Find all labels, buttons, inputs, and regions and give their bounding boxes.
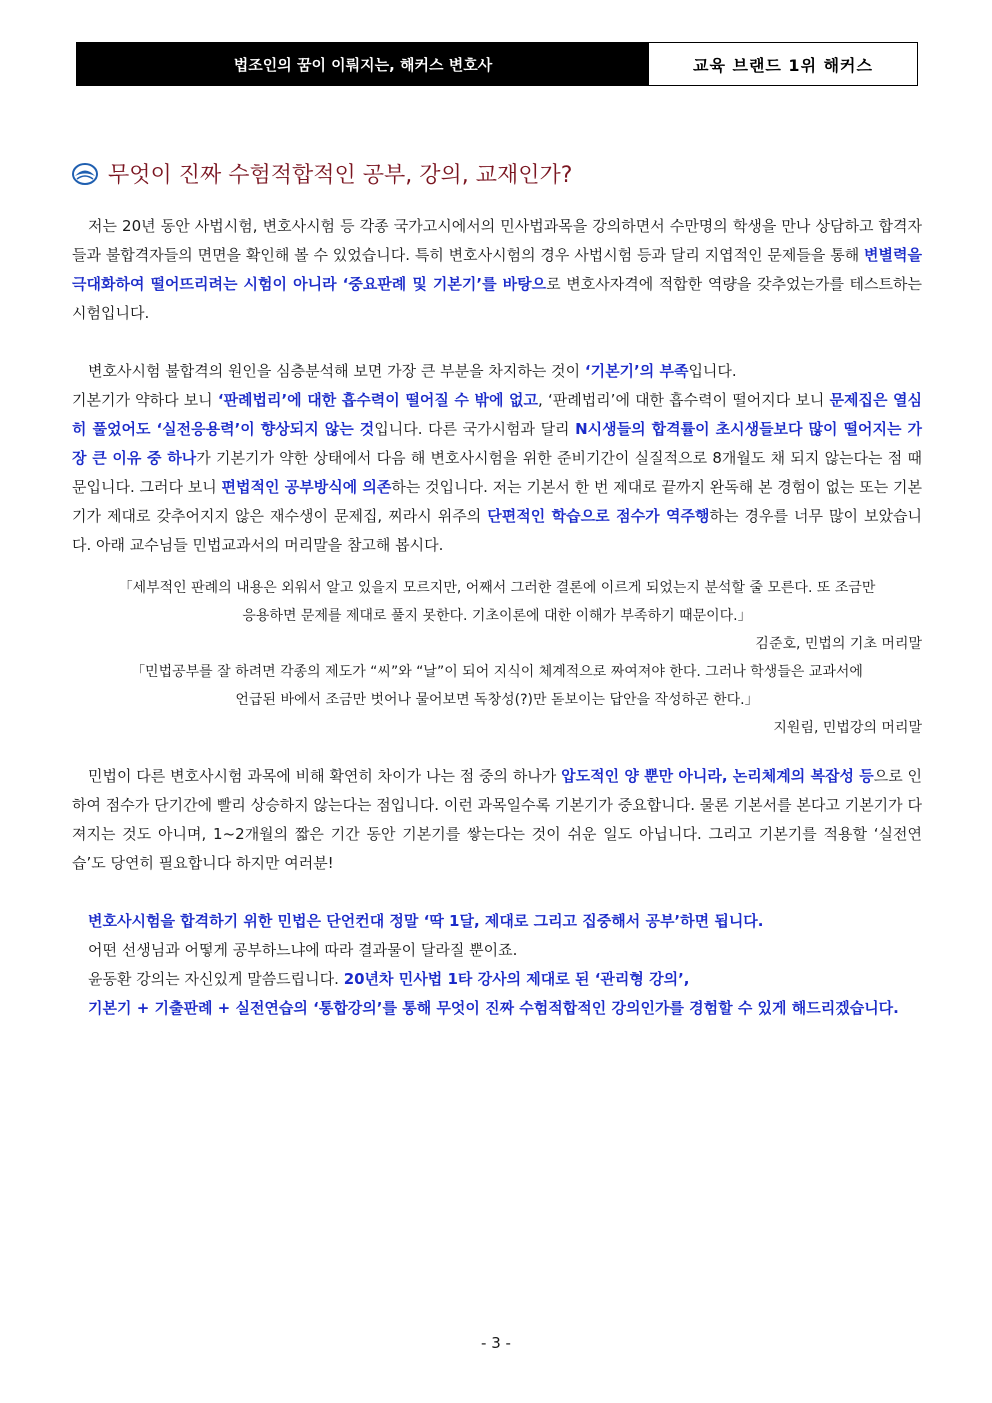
quote-2-source: 지원림, 민법강의 머리말 <box>773 720 922 736</box>
title-text: 무엇이 진짜 수험적합적인 공부, 강의, 교재인가? <box>108 163 573 188</box>
disc-bullet-icon <box>72 163 98 185</box>
highlight-span: 20년차 민사법 1타 강사의 제대로 된 ‘관리형 강의’, <box>343 970 690 988</box>
quote-1-line-2: 응용하면 문제를 제대로 풀지 못한다. 기초이론에 대한 이해가 부족하기 때문이다.」 <box>242 608 752 624</box>
paragraph-2 <box>72 357 922 386</box>
quote-1-source: 김준호, 민법의 기초 머리말 <box>755 636 922 652</box>
header-slogan: 법조인의 꿈이 이뤄지는, 해커스 변호사 <box>77 43 649 85</box>
text-span: 윤동환 강의는 자신있게 말씀드립니다. <box>88 970 344 988</box>
highlight-span: ‘판례법리’에 대한 흡수력이 떨어질 수 밖에 없고 <box>217 391 539 409</box>
text-span: 입니다. <box>688 362 737 380</box>
highlight-span: 단편적인 학습으로 점수가 역주행 <box>487 507 710 525</box>
paragraph-5-line-3 <box>72 965 922 994</box>
quote-2-line-1: 「민법공부를 잘 하려면 각종의 제도가 “씨”와 “날”이 되어 지식이 체계적으로 짜여져야 한다. 그러나 학생들은 교과서에 <box>131 664 863 680</box>
paragraph-5-line-2: 어떤 선생님과 어떻게 공부하느냐에 따라 결과물이 달라질 뿐이죠. <box>88 941 518 959</box>
paragraph-3 <box>72 386 922 560</box>
text-span: 하는 경우를 너무 많이 보았습니다. 아래 교수님들 민법교과서의 머리말을 참고해 봅시다. <box>72 507 922 554</box>
text-span: 로 변호사자격에 적합한 역량을 갖추었는가를 테스트하는 시험입니다. <box>72 275 923 322</box>
highlight-span: 편법적인 공부방식에 의존 <box>221 478 392 496</box>
quote-1-line-1: 「세부적인 판례의 내용은 외워서 알고 있을지 모르지만, 어째서 그러한 결론에 이르게 되었는지 분석할 줄 모른다. 또 조금만 <box>118 580 876 596</box>
highlight-span: 변별력을 극대화하여 떨어뜨리려는 시험이 아니라 ‘중요판례 및 기본기’를 바탕으 <box>72 246 922 293</box>
text-span: , ‘판례법리’에 대한 흡수력이 떨어지다 보니 <box>538 391 830 409</box>
text-span: 민법이 다른 변호사시험 과목에 비해 확연히 차이가 나는 점 중의 하나가 <box>88 767 562 785</box>
highlight-span: ‘기본기’의 부족 <box>584 362 689 380</box>
paragraph-5-line-1: 변호사시험을 합격하기 위한 민법은 단언컨대 정말 ‘딱 1달, 제대로 그리고 집중해서 공부’하면 됩니다. <box>88 912 764 930</box>
text-span: 으로 인하여 점수가 단기간에 빨리 상승하지 않는다는 점입니다. 이런 과목일수록 기본기가 중요합니다. 물론 기본서를 본다고 기본기가 다져지는 것도 아니며, 1~2개월의 짧은 기간 동안 기본기를 쌓는다는 것이 쉬운 일도 아닙니다. 그리고 기본기를 적용할 ‘실전연습’도 당연히 필요합니다 하지만 여러분! <box>72 767 922 872</box>
text-span: 저는 20년 동안 사법시험, 변호사시험 등 각종 국가고시에서의 민사법과목을 강의하면서 수만명의 학생을 만나 상담하고 합격자들과 불합격자들의 면면을 확인해 볼 수 있었습니다. 특히 변호사시험의 경우 사법시험 등과 달리 지엽적인 문제들을 통해 <box>72 217 922 264</box>
page-header <box>76 42 918 86</box>
text-span: 하는 것입니다. 저는 기본서 한 번 제대로 끝까지 완독해 본 경험이 없는 또는 기본기가 제대로 갖추어지지 않은 재수생이 문제집, 찌라시 위주의 <box>72 478 923 525</box>
text-span: 변호사시험 불합격의 원인을 심층분석해 보면 가장 큰 부분을 차지하는 것이 <box>88 362 585 380</box>
quote-2-line-2: 언급된 바에서 조금만 벗어나 물어보면 독창성(?)만 돋보이는 답안을 작성하곤 한다.」 <box>235 692 759 708</box>
page-number: - 3 - <box>481 1334 511 1352</box>
paragraph-1 <box>72 212 922 328</box>
paragraph-5-line-4: 기본기 + 기출판례 + 실전연습의 ‘통합강의’를 통해 무엇이 진짜 수험적합적인 강의인가를 경험할 수 있게 해드리겠습니다. <box>88 999 899 1017</box>
body-content <box>72 212 922 1023</box>
text-span: 입니다. 다른 국가시험과 달리 <box>374 420 576 438</box>
highlight-span: N시생들의 합격률이 초시생들보다 많이 떨어지는 가장 큰 이유 중 하나 <box>72 420 922 467</box>
highlight-span: 압도적인 양 뿐만 아니라, 논리체계의 복잡성 등 <box>561 767 874 785</box>
highlight-span: 문제집은 열심히 풀었어도 ‘실전응용력’이 향상되지 않는 것 <box>72 391 923 438</box>
section-title <box>72 158 572 189</box>
paragraph-4 <box>72 762 922 878</box>
text-span: 기본기가 약하다 보니 <box>72 391 218 409</box>
header-brand: 교육 브랜드 1위 해커스 <box>693 55 873 75</box>
text-span: 가 기본기가 약한 상태에서 다음 해 변호사시험을 위한 준비기간이 실질적으로 8개월도 채 되지 않는다는 점 때문입니다. 그러다 보니 <box>72 449 922 496</box>
